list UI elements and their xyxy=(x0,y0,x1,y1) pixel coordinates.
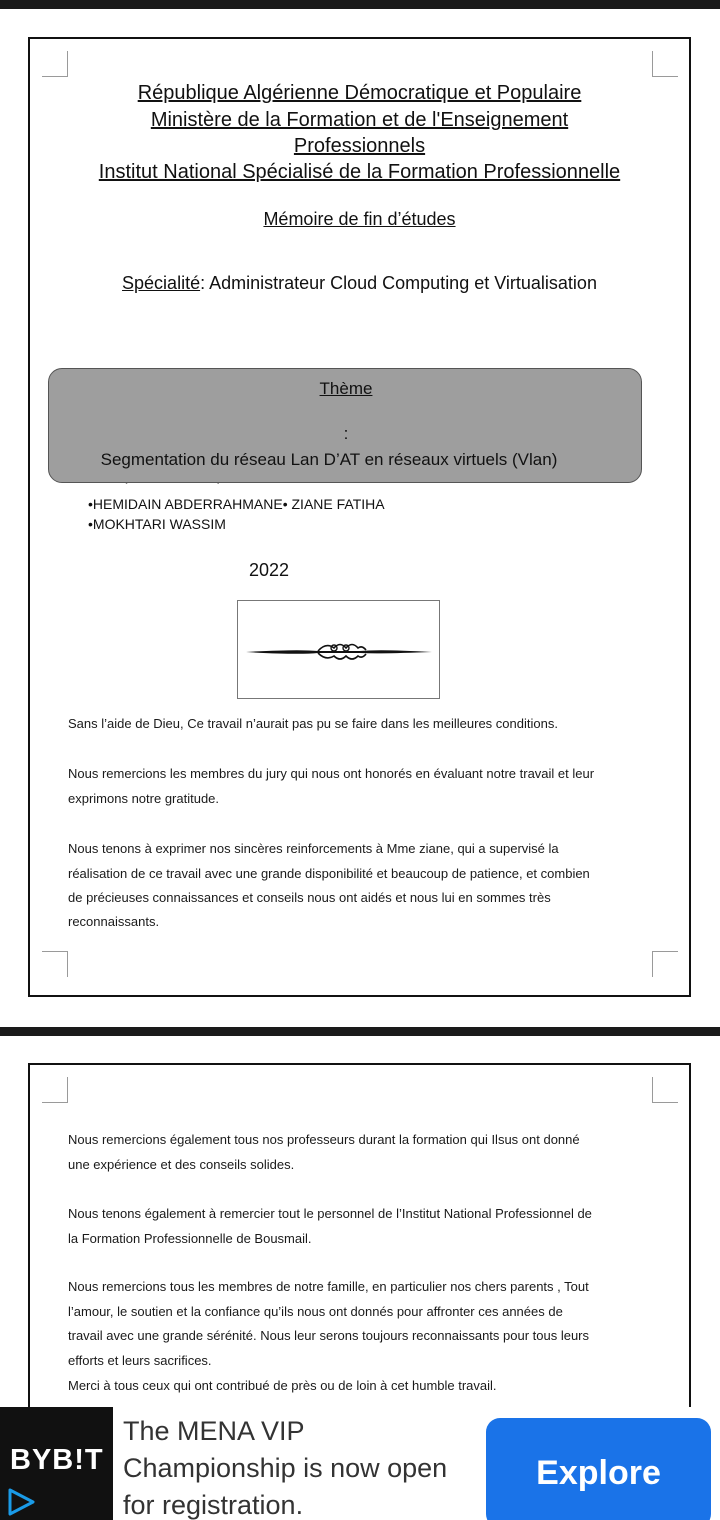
ad-brand-name: BYB!T xyxy=(10,1444,104,1476)
specialty-value: : Administrateur Cloud Computing et Virtualisation xyxy=(200,273,597,293)
header-ministry: Ministère de la Formation et de l'Enseignement xyxy=(150,109,569,131)
authors-line-1: •HEMIDAIN ABDERRAHMANE• ZIANE FATIHA xyxy=(88,496,385,512)
header-republic: République Algérienne Démocratique et Populaire xyxy=(137,82,582,104)
page1-para-3-line-3: de précieuses connaissances et conseils nous ont aidés et nous lui en sommes très xyxy=(68,890,551,905)
ornament-divider-icon xyxy=(238,601,439,698)
page2-para-3-line-3: travail avec une grande sérénité. Nous leur serons toujours reconnaissants pour tous leurs xyxy=(68,1328,590,1343)
page1-para-3-line-1: Nous tenons à exprimer nos sincères reinforcements à Mme ziane, qui a supervisé la xyxy=(68,841,559,856)
margin-corner-top-left xyxy=(42,1077,68,1103)
year: 2022 xyxy=(249,560,290,580)
page2-para-3-line-1: Nous remercions tous les membres de notre famille, en particulier nos chers parents , Tout xyxy=(68,1279,589,1294)
margin-corner-top-left xyxy=(42,51,68,77)
page1-para-1: Sans l’aide de Dieu, Ce travail n’aurait pas pu se faire dans les meilleures conditions. xyxy=(68,716,558,731)
play-triangle-icon[interactable] xyxy=(6,1487,36,1517)
margin-corner-top-right xyxy=(652,51,678,77)
document-page-1 xyxy=(28,37,691,997)
document-page-2 xyxy=(28,1063,691,1423)
page1-para-3-line-4: reconnaissants. xyxy=(68,914,160,929)
memoir-title: Mémoire de fin d’études xyxy=(263,209,456,229)
page1-para-3-line-2: réalisation de ce travail avec une grande disponibilité et beaucoup de patience, et combien xyxy=(68,866,590,881)
page2-para-2-line-2: la Formation Professionnelle de Bousmail. xyxy=(68,1231,312,1246)
theme-title: Segmentation du réseau Lan D’AT en réseaux virtuels (Vlan) xyxy=(100,450,558,469)
page2-para-3-line-4: efforts et leurs sacrifices. xyxy=(68,1353,212,1368)
theme-colon: : xyxy=(343,424,349,443)
header-ministry-cont: Professionnels xyxy=(293,135,426,157)
ad-text[interactable]: The MENA VIP Championship is now open for registration. xyxy=(123,1416,448,1520)
ad-logo[interactable] xyxy=(0,1407,113,1520)
specialty-line xyxy=(30,273,689,294)
margin-corner-top-right xyxy=(652,1077,678,1103)
page-separator xyxy=(0,1027,720,1036)
explore-button[interactable]: Explore xyxy=(486,1418,711,1520)
authors-line-2: •MOKHTARI WASSIM xyxy=(88,516,226,532)
document-top-bar xyxy=(0,0,720,9)
page2-para-3-line-2: l’amour, le soutien et la confiance qu’ils nous ont donnés pour affronter ces années de xyxy=(68,1304,563,1319)
margin-corner-bottom-left xyxy=(42,951,68,977)
page1-para-2-line-2: exprimons notre gratitude. xyxy=(68,791,220,806)
page1-para-2-line-1: Nous remercions les membres du jury qui nous ont honorés en évaluant notre travail et leur xyxy=(68,766,595,781)
ornament-image xyxy=(237,600,440,699)
ad-banner[interactable] xyxy=(0,1407,720,1520)
theme-label: Thème xyxy=(319,379,373,398)
page2-para-4: Merci à tous ceux qui ont contribué de près ou de loin à cet humble travail. xyxy=(68,1378,497,1393)
theme-box xyxy=(48,368,642,483)
page2-para-1-line-2: une expérience et des conseils solides. xyxy=(68,1157,295,1172)
specialty-label: Spécialité xyxy=(122,273,201,293)
margin-corner-bottom-right xyxy=(652,951,678,977)
page2-para-1-line-1: Nous remercions également tous nos professeurs durant la formation qui Ilsus ont donné xyxy=(68,1132,580,1147)
header-institute: Institut National Spécialisé de la Formation Professionnelle xyxy=(98,161,621,183)
page2-para-2-line-1: Nous tenons également à remercier tout le personnel de l’Institut National Professionnel de xyxy=(68,1206,592,1221)
